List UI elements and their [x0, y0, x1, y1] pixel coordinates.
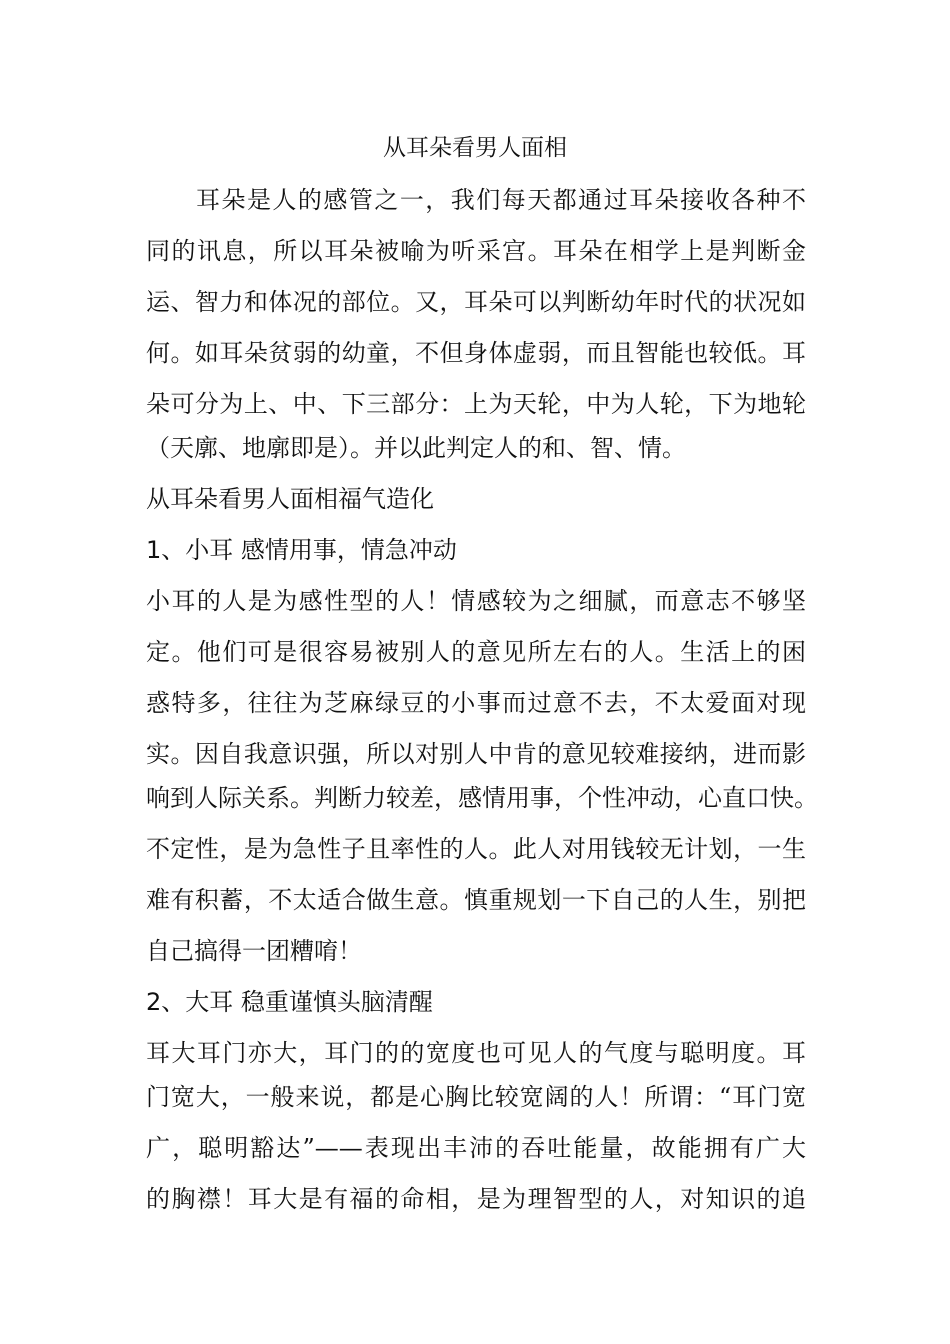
intro-line: 何。如耳朵贫弱的幼童，不但身体虚弱，而且智能也较低。耳: [146, 339, 806, 367]
section-line: 自己搞得一团糟唷！: [146, 937, 362, 965]
section-line: 定。他们可是很容易被别人的意见所左右的人。生活上的困: [146, 638, 806, 666]
section-heading: 1、小耳 感情用事，情急冲动: [146, 536, 457, 564]
section-line: 不定性，是为急性子且率性的人。此人对用钱较无计划，一生: [146, 835, 806, 863]
section-line: 小耳的人是为感性型的人！情感较为之细腻，而意志不够坚: [146, 587, 806, 615]
intro-line: （天廓、地廓即是）。并以此判定人的和、智、情。: [146, 434, 686, 462]
intro-line: 朵可分为上、中、下三部分：上为天轮，中为人轮，下为地轮: [146, 390, 806, 418]
section-line: 实。因自我意识强，所以对别人中肯的意见较难接纳，进而影: [146, 740, 806, 768]
section-heading: 2、大耳 稳重谨慎头脑清醒: [146, 988, 433, 1016]
section-line: 门宽大，一般来说，都是心胸比较宽阔的人！所谓：“耳门宽: [146, 1083, 806, 1111]
intro-line: 耳朵是人的感管之一，我们每天都通过耳朵接收各种不: [196, 186, 806, 214]
intro-line: 同的讯息，所以耳朵被喻为听采宫。耳朵在相学上是判断金: [146, 237, 806, 265]
intro-line: 运、智力和体况的部位。又，耳朵可以判断幼年时代的状况如: [146, 288, 806, 316]
document-title: 从耳朵看男人面相: [383, 135, 567, 161]
section-line: 广，聪明豁达”——表现出丰沛的吞吐能量，故能拥有广大: [146, 1134, 806, 1162]
section-line: 难有积蓄，不太适合做生意。慎重规划一下自己的人生，别把: [146, 886, 806, 914]
section-line: 耳大耳门亦大，耳门的的宽度也可见人的气度与聪明度。耳: [146, 1039, 806, 1067]
subtitle: 从耳朵看男人面相福气造化: [146, 485, 434, 513]
section-line: 响到人际关系。判断力较差，感情用事，个性冲动，心直口快。: [146, 784, 818, 812]
section-line: 惑特多，往往为芝麻绿豆的小事而过意不去，不太爱面对现: [146, 689, 806, 717]
section-line: 的胸襟！耳大是有福的命相，是为理智型的人，对知识的追: [146, 1185, 806, 1213]
